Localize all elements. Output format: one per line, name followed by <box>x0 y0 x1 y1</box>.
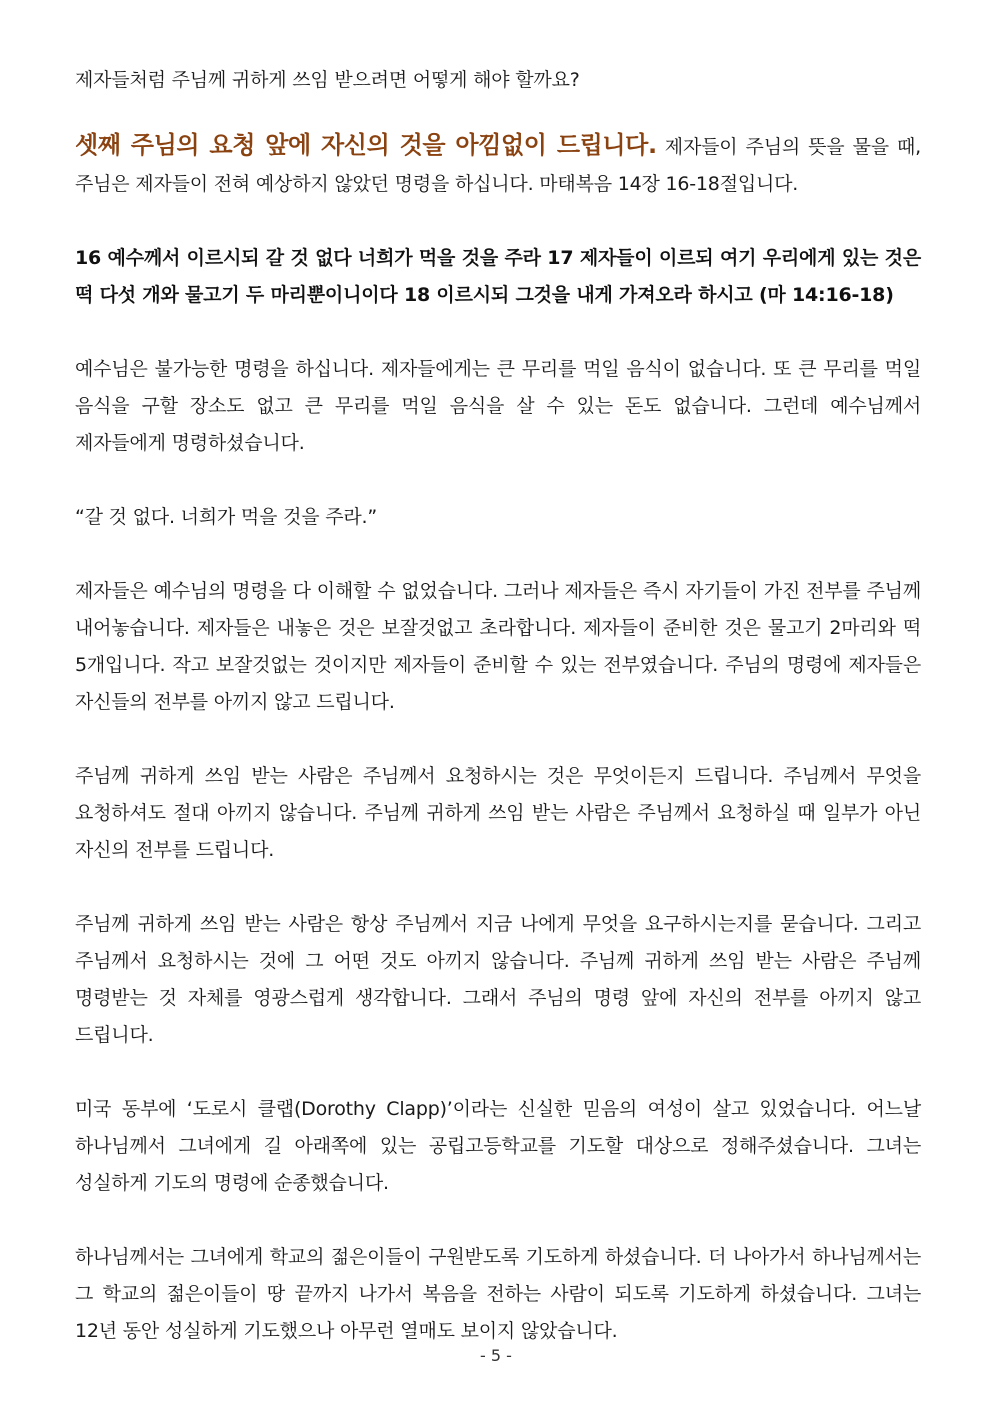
point-three-heading: 셋째 주님의 요청 앞에 자신의 것을 아낌없이 드립니다. <box>75 131 657 159</box>
body-paragraph-1: 예수님은 불가능한 명령을 하십니다. 제자들에게는 큰 무리를 먹일 음식이 없습니다. 또 큰 무리를 먹일 음식을 구할 장소도 없고 큰 무리를 먹일 음식을 살 수 있는 돈도 없습니다. 그런데 예수님께서 제자들에게 명령하셨습니다. <box>75 358 921 454</box>
body-paragraph-4: 주님께 귀하게 쓰임 받는 사람은 항상 주님께서 지금 나에게 무엇을 요구하시는지를 묻습니다. 그리고 주님께서 요청하시는 것에 그 어떤 것도 아끼지 않습니다. 주님께 귀하게 쓰임 받는 사람은 주님께 명령받는 것 자체를 영광스럽게 생각합니다. 그래서 주님의 명령 앞에 자신의 전부를 아끼지 않고 드립니다. <box>75 913 921 1046</box>
body-paragraph-2: 제자들은 예수님의 명령을 다 이해할 수 없었습니다. 그러나 제자들은 즉시 자기들이 가진 전부를 주님께 내어놓습니다. 제자들은 내놓은 것은 보잘것없고 초라합니다. 제자들이 준비한 것은 물고기 2마리와 떡 5개입니다. 작고 보잘것없는 것이지만 제자들이 준비할 수 있는 전부였습니다. 주님의 명령에 제자들은 자신들의 전부를 아끼지 않고 드립니다. <box>75 580 921 713</box>
scripture-quote: 16 예수께서 이르시되 갈 것 없다 너희가 먹을 것을 주라 17 제자들이 이르되 여기 우리에게 있는 것은 떡 다섯 개와 물고기 두 마리뿐이니이다 18 이르시되 그것을 내게 가져오라 하시고 (마 14:16-18) <box>75 247 921 306</box>
point-three-body: 제자들이 주님의 뜻을 물을 때, 주님은 제자들이 전혀 예상하지 않았던 명령을 하십니다. 마태복음 14장 16-18절입니다. <box>75 136 921 195</box>
body-paragraph-3: 주님께 귀하게 쓰임 받는 사람은 주님께서 요청하시는 것은 무엇이든지 드립니다. 주님께서 무엇을 요청하셔도 절대 아끼지 않습니다. 주님께 귀하게 쓰임 받는 사람은 주님께서 요청하실 때 일부가 아닌 자신의 전부를 드립니다. <box>75 765 921 861</box>
page-number: - 5 - <box>480 1346 512 1365</box>
body-paragraph-6: 하나님께서는 그녀에게 학교의 젊은이들이 구원받도록 기도하게 하셨습니다. 더 나아가서 하나님께서는 그 학교의 젊은이들이 땅 끝까지 나가서 복음을 전하는 사람이 되도록 기도하게 하셨습니다. 그녀는 12년 동안 성실하게 기도했으나 아무런 열매도 보이지 않았습니다. <box>75 1246 921 1342</box>
body-paragraph-5: 미국 동부에 ‘도로시 클랩(Dorothy Clapp)’이라는 신실한 믿음의 여성이 살고 있었습니다. 어느날 하나님께서 그녀에게 길 아래쪽에 있는 공립고등학교를 기도할 대상으로 정해주셨습니다. 그녀는 성실하게 기도의 명령에 순종했습니다. <box>75 1098 921 1194</box>
point-three-paragraph <box>75 127 921 203</box>
document-page <box>75 62 921 1350</box>
intro-question: 제자들처럼 주님께 귀하게 쓰임 받으려면 어떻게 해야 할까요? <box>75 69 580 91</box>
jesus-quote: “갈 것 없다. 너희가 먹을 것을 주라.” <box>75 506 378 528</box>
